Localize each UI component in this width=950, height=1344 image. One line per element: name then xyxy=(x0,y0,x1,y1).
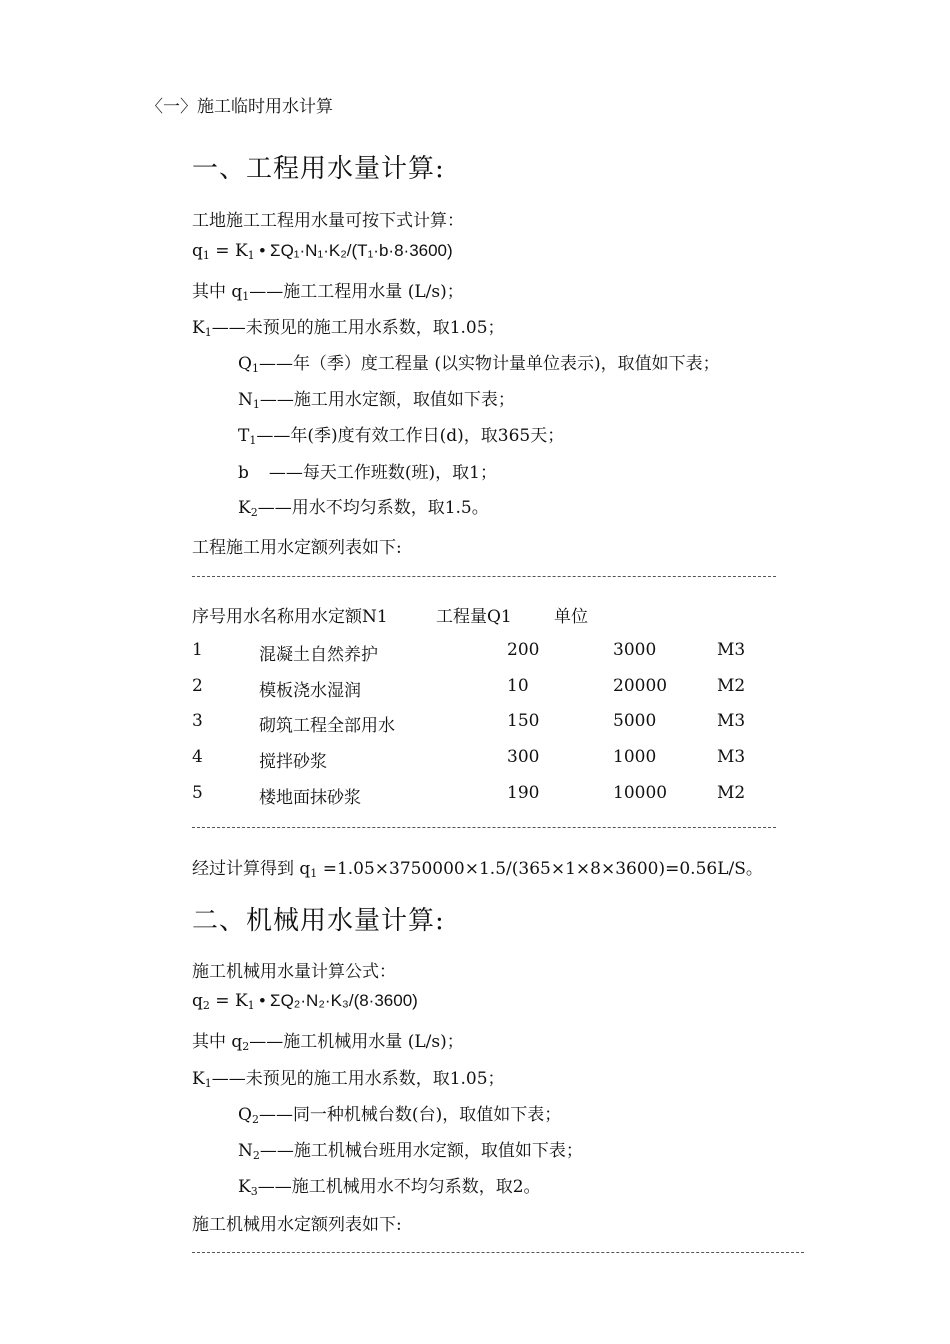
t1-text: ——年(季)度有效工作日(d)，取365天； xyxy=(256,426,565,446)
formula-eq: = K xyxy=(209,241,248,261)
result-sub: 1 xyxy=(310,867,318,880)
k3-label: K xyxy=(238,1177,251,1197)
cell-unit: M3 xyxy=(717,640,746,660)
header-seq-name-quota: 序号用水名称用水定额N1 xyxy=(192,607,388,627)
table-top-divider xyxy=(192,576,776,577)
q1-sub: 1 xyxy=(251,362,259,375)
header-unit: 单位 xyxy=(554,607,588,627)
section1-where-line xyxy=(192,277,464,303)
n1-sub: 1 xyxy=(252,398,260,411)
cell-quota: 300 xyxy=(507,747,540,767)
section1-k1-line xyxy=(192,313,505,339)
cell-name: 砌筑工程全部用水 xyxy=(259,716,395,736)
section2-where-line xyxy=(192,1027,464,1053)
section1-table-caption: 工程施工用水定额列表如下: xyxy=(192,538,402,558)
where-sub: 1 xyxy=(242,290,250,303)
header-quantity: 工程量Q1 xyxy=(436,607,512,627)
formula-rest: • ΣQ₂·N₂·K₃/(8·3600) xyxy=(254,991,418,1010)
section1-heading: 一、工程用水量计算: xyxy=(192,154,445,184)
table-row xyxy=(192,640,792,664)
table-row xyxy=(192,747,792,771)
cell-unit: M2 xyxy=(717,783,746,803)
result-prefix: 经过计算得到 q xyxy=(192,859,311,879)
section2-n2-line xyxy=(238,1136,583,1162)
q1-text: ——年（季）度工程量 (以实物计量单位表示)，取值如下表； xyxy=(258,354,720,374)
formula-q: q xyxy=(192,991,203,1011)
cell-quantity: 5000 xyxy=(613,711,657,731)
cell-quantity: 10000 xyxy=(613,783,668,803)
table-bottom-divider xyxy=(192,827,776,828)
formula-q-sub: 1 xyxy=(202,249,210,262)
cell-quantity: 1000 xyxy=(613,747,657,767)
k1-label: K xyxy=(192,1069,205,1089)
cell-quota: 150 xyxy=(507,711,540,731)
table-row xyxy=(192,783,792,807)
section1-formula xyxy=(192,241,453,262)
n2-label: N xyxy=(238,1141,253,1161)
table2-top-divider xyxy=(192,1252,804,1253)
section2-formula xyxy=(192,991,418,1012)
n1-text: ——施工用水定额，取值如下表； xyxy=(259,390,515,410)
n2-text: ——施工机械台班用水定额，取值如下表； xyxy=(259,1141,583,1161)
k3-sub: 3 xyxy=(250,1185,258,1198)
section2-k3-line xyxy=(238,1172,541,1198)
table-row xyxy=(192,676,792,700)
cell-no: 5 xyxy=(192,783,203,803)
result-text: =1.05×3750000×1.5/(365×1×8×3600)=0.56L/S。 xyxy=(317,859,763,879)
cell-quota: 200 xyxy=(507,640,540,660)
cell-quota: 190 xyxy=(507,783,540,803)
section1-k2-line xyxy=(238,493,489,519)
formula-rest: • ΣQ₁·N₁·K₂/(T₁·b·8·3600) xyxy=(254,241,453,260)
section1-n1-line xyxy=(238,385,515,411)
table-header xyxy=(192,602,792,626)
table-row xyxy=(192,711,792,735)
n1-label: N xyxy=(238,390,253,410)
t1-sub: 1 xyxy=(249,434,257,447)
k2-label: K xyxy=(238,498,251,518)
q2-text: ——同一种机械台数(台)，取值如下表； xyxy=(258,1105,562,1125)
cell-no: 1 xyxy=(192,640,203,660)
formula-eq: = K xyxy=(209,991,248,1011)
q2-label: Q xyxy=(238,1105,252,1125)
cell-quantity: 20000 xyxy=(613,676,668,696)
where-sub: 2 xyxy=(242,1040,250,1053)
n2-sub: 2 xyxy=(252,1149,260,1162)
cell-name: 混凝土自然养护 xyxy=(259,645,378,665)
cell-unit: M3 xyxy=(717,747,746,767)
section2-q2-line xyxy=(238,1100,561,1126)
cell-no: 2 xyxy=(192,676,203,696)
section1-b-line xyxy=(238,458,497,483)
q1-label: Q xyxy=(238,354,252,374)
section1-q1-line xyxy=(238,349,720,375)
section2-k1-line xyxy=(192,1064,505,1090)
k1-text: ——未预见的施工用水系数，取1.05； xyxy=(211,318,505,338)
section2-heading: 二、机械用水量计算: xyxy=(192,906,445,936)
k2-text: ——用水不均匀系数，取1.5。 xyxy=(257,498,489,518)
cell-unit: M3 xyxy=(717,711,746,731)
where-text: ——施工机械用水量 (L/s)； xyxy=(249,1032,464,1052)
formula-k-sub: 1 xyxy=(247,999,255,1012)
b-label: b xyxy=(238,463,249,483)
where-text: ——施工工程用水量 (L/s)； xyxy=(249,282,464,302)
cell-name: 模板浇水湿润 xyxy=(259,681,361,701)
cell-name: 搅拌砂浆 xyxy=(259,752,327,772)
t1-label: T xyxy=(238,426,250,446)
formula-k-sub: 1 xyxy=(247,249,255,262)
b-text: ——每天工作班数(班)，取1； xyxy=(268,463,497,483)
section1-t1-line xyxy=(238,421,564,447)
section2-intro: 施工机械用水量计算公式： xyxy=(192,962,396,982)
q2-sub: 2 xyxy=(251,1113,259,1126)
cell-no: 3 xyxy=(192,711,203,731)
document-title: 〈一〉施工临时用水计算 xyxy=(146,97,333,117)
section1-result xyxy=(192,854,763,880)
k3-text: ——施工机械用水不均匀系数，取2。 xyxy=(257,1177,541,1197)
cell-quota: 10 xyxy=(507,676,529,696)
cell-name: 楼地面抹砂浆 xyxy=(259,788,361,808)
cell-no: 4 xyxy=(192,747,203,767)
cell-unit: M2 xyxy=(717,676,746,696)
k1-sub: 1 xyxy=(204,1077,212,1090)
formula-q: q xyxy=(192,241,203,261)
k1-text: ——未预见的施工用水系数，取1.05； xyxy=(211,1069,505,1089)
where-prefix: 其中 q xyxy=(192,282,243,302)
section1-intro: 工地施工工程用水量可按下式计算： xyxy=(192,211,464,231)
section2-table-caption: 施工机械用水定额列表如下: xyxy=(192,1215,402,1235)
formula-q-sub: 2 xyxy=(202,999,210,1012)
k2-sub: 2 xyxy=(250,506,258,519)
k1-label: K xyxy=(192,318,205,338)
k1-sub: 1 xyxy=(204,326,212,339)
cell-quantity: 3000 xyxy=(613,640,657,660)
where-prefix: 其中 q xyxy=(192,1032,243,1052)
